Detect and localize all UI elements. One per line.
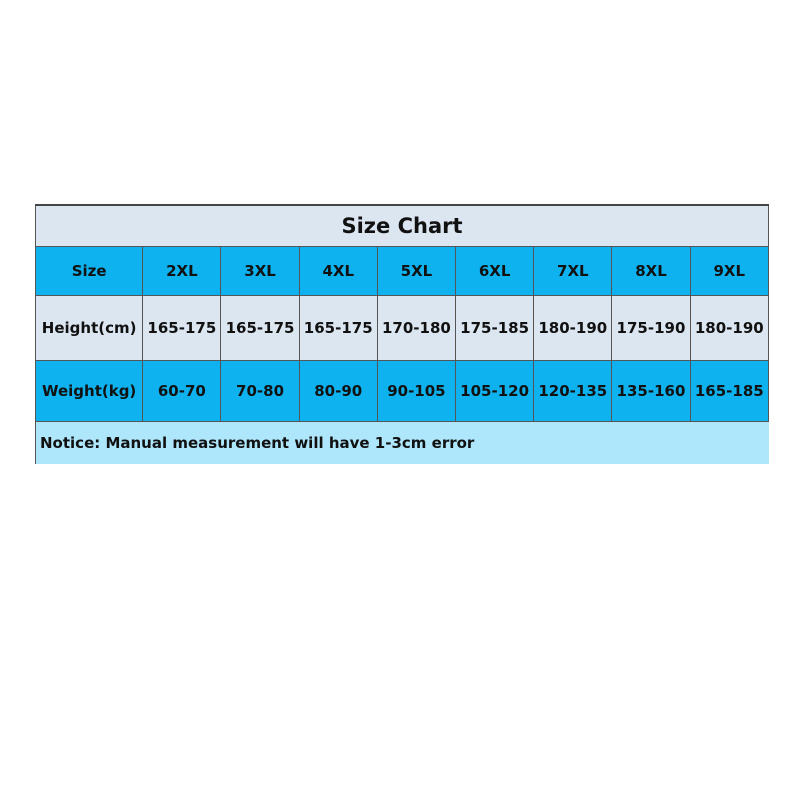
size-header-cell: 7XL	[534, 247, 612, 296]
size-header-cell: 8XL	[612, 247, 690, 296]
weight-cell: 105-120	[456, 361, 534, 422]
size-header-label: Size	[36, 247, 143, 296]
title-row	[36, 205, 769, 247]
weight-row	[36, 361, 769, 422]
size-header-cell: 6XL	[456, 247, 534, 296]
height-cell: 175-190	[612, 296, 690, 361]
notice-row	[36, 422, 769, 465]
weight-cell: 80-90	[299, 361, 377, 422]
height-cell: 175-185	[456, 296, 534, 361]
size-header-cell: 2XL	[143, 247, 221, 296]
height-cell: 165-175	[299, 296, 377, 361]
weight-cell: 135-160	[612, 361, 690, 422]
size-header-cell: 4XL	[299, 247, 377, 296]
height-cell: 170-180	[377, 296, 455, 361]
height-cell: 165-175	[143, 296, 221, 361]
weight-cell: 60-70	[143, 361, 221, 422]
height-cell: 165-175	[221, 296, 299, 361]
height-cell: 180-190	[690, 296, 768, 361]
size-header-cell: 3XL	[221, 247, 299, 296]
size-chart-table	[35, 204, 769, 464]
size-header-row	[36, 247, 769, 296]
size-header-cell: 5XL	[377, 247, 455, 296]
weight-cell: 70-80	[221, 361, 299, 422]
chart-title: Size Chart	[36, 205, 769, 247]
height-row	[36, 296, 769, 361]
notice-text: Notice: Manual measurement will have 1-3cm error	[36, 422, 769, 465]
weight-cell: 90-105	[377, 361, 455, 422]
weight-cell: 165-185	[690, 361, 768, 422]
size-header-cell: 9XL	[690, 247, 768, 296]
weight-cell: 120-135	[534, 361, 612, 422]
height-cell: 180-190	[534, 296, 612, 361]
weight-row-label: Weight(kg)	[36, 361, 143, 422]
height-row-label: Height(cm)	[36, 296, 143, 361]
